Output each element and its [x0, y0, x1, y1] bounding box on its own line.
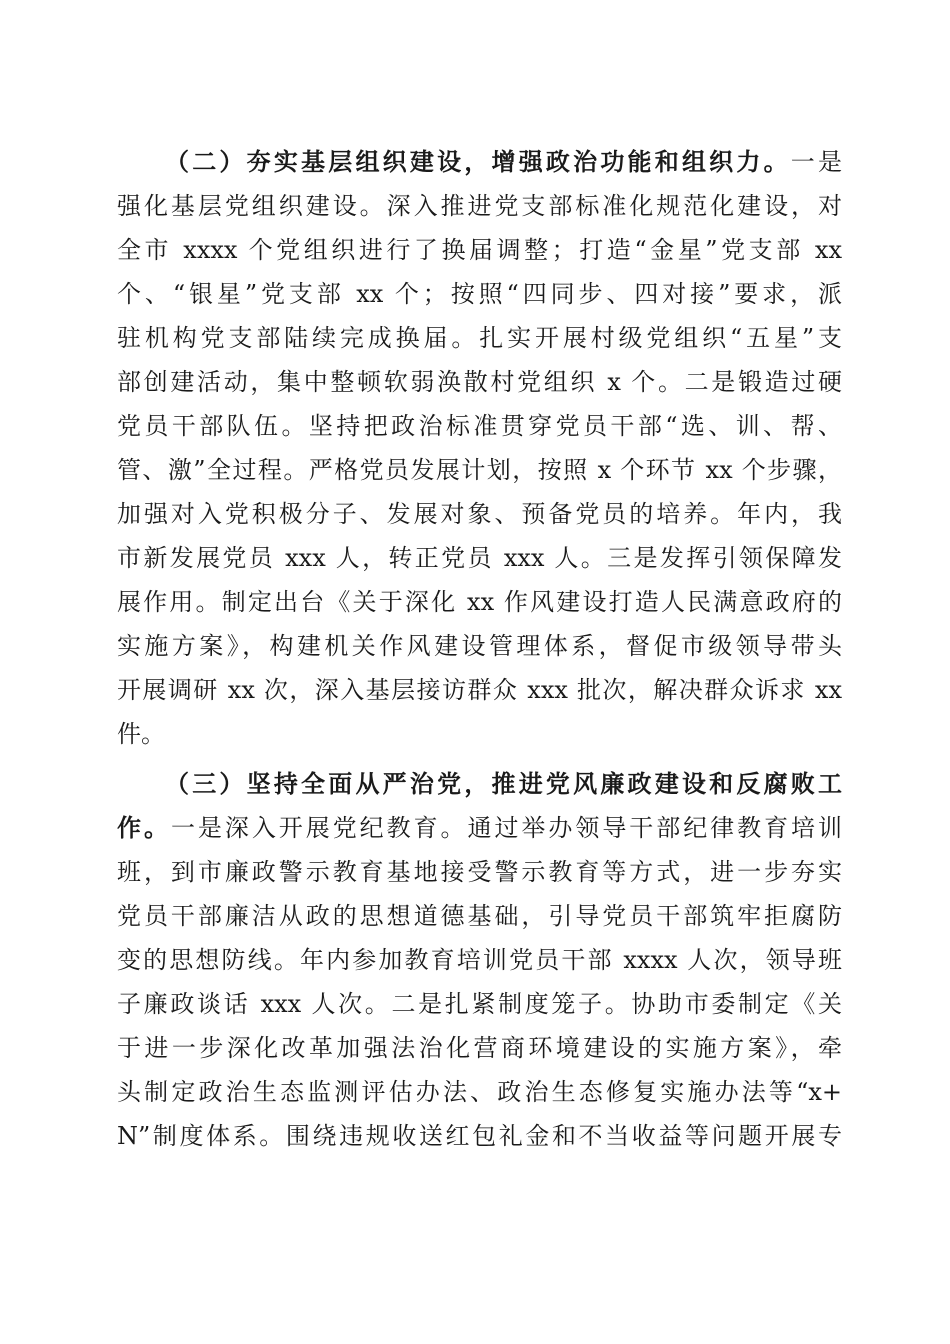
paragraph-line: 班，到市廉政警示教育基地接受警示教育等方式，进一步夯实	[117, 858, 842, 886]
paragraph-line: 党员干部队伍。坚持把政治标准贯穿党员干部“选、训、帮、	[117, 412, 842, 440]
paragraph-line: 管、激”全过程。严格党员发展计划，按照 x 个环节 xx 个步骤，	[117, 456, 842, 484]
paragraph-line: 市新发展党员 xxx 人，转正党员 xxx 人。三是发挥引领保障发	[117, 544, 842, 572]
paragraph-line: 强化基层党组织建设。深入推进党支部标准化规范化建设，对	[117, 192, 842, 220]
section-3-line-2	[117, 806, 842, 850]
section-3-line-2-tail: 一是深入开展党纪教育。通过举办领导干部纪律教育培训	[170, 814, 843, 842]
section-2-line-1-tail: 一是	[790, 148, 843, 176]
paragraph-line: 子廉政谈话 xxx 人次。二是扎紧制度笼子。协助市委制定《关	[117, 990, 842, 1018]
paragraph-line: 头制定政治生态监测评估办法、政治生态修复实施办法等“x+	[117, 1078, 842, 1106]
paragraph-line: N”制度体系。围绕违规收送红包礼金和不当收益等问题开展专	[117, 1122, 842, 1150]
paragraph-line: 全市 xxxx 个党组织进行了换届调整；打造“金星”党支部 xx	[117, 236, 842, 264]
paragraph-line: 驻机构党支部陆续完成换届。扎实开展村级党组织“五星”支	[117, 324, 842, 352]
paragraph-line: 于进一步深化改革加强法治化营商环境建设的实施方案》，牵	[117, 1034, 842, 1062]
paragraph-line: 个、“银星”党支部 xx 个；按照“四同步、四对接”要求，派	[117, 280, 842, 308]
section-3-heading-tail: 作。	[117, 813, 171, 842]
paragraph-line: 党员干部廉洁从政的思想道德基础，引导党员干部筑牢拒腐防	[117, 902, 842, 930]
section-2-heading-line	[117, 140, 842, 184]
paragraph-line: 件。	[117, 720, 165, 748]
paragraph-line: 部创建活动，集中整顿软弱涣散村党组织 x 个。二是锻造过硬	[117, 368, 842, 396]
paragraph-line: 实施方案》，构建机关作风建设管理体系，督促市级领导带头	[117, 632, 842, 660]
paragraph-line: 变的思想防线。年内参加教育培训党员干部 xxxx 人次，领导班	[117, 946, 842, 974]
section-3-heading: （三）坚持全面从严治党，推进党风廉政建设和反腐败工	[165, 769, 842, 798]
section-2-heading: （二）夯实基层组织建设，增强政治功能和组织力。	[165, 147, 791, 176]
paragraph-line: 开展调研 xx 次，深入基层接访群众 xxx 批次，解决群众诉求 xx	[117, 676, 842, 704]
document-body	[117, 140, 842, 1158]
paragraph-line: 展作用。制定出台《关于深化 xx 作风建设打造人民满意政府的	[117, 588, 842, 616]
paragraph-line: 加强对入党积极分子、发展对象、预备党员的培养。年内，我	[117, 500, 842, 528]
